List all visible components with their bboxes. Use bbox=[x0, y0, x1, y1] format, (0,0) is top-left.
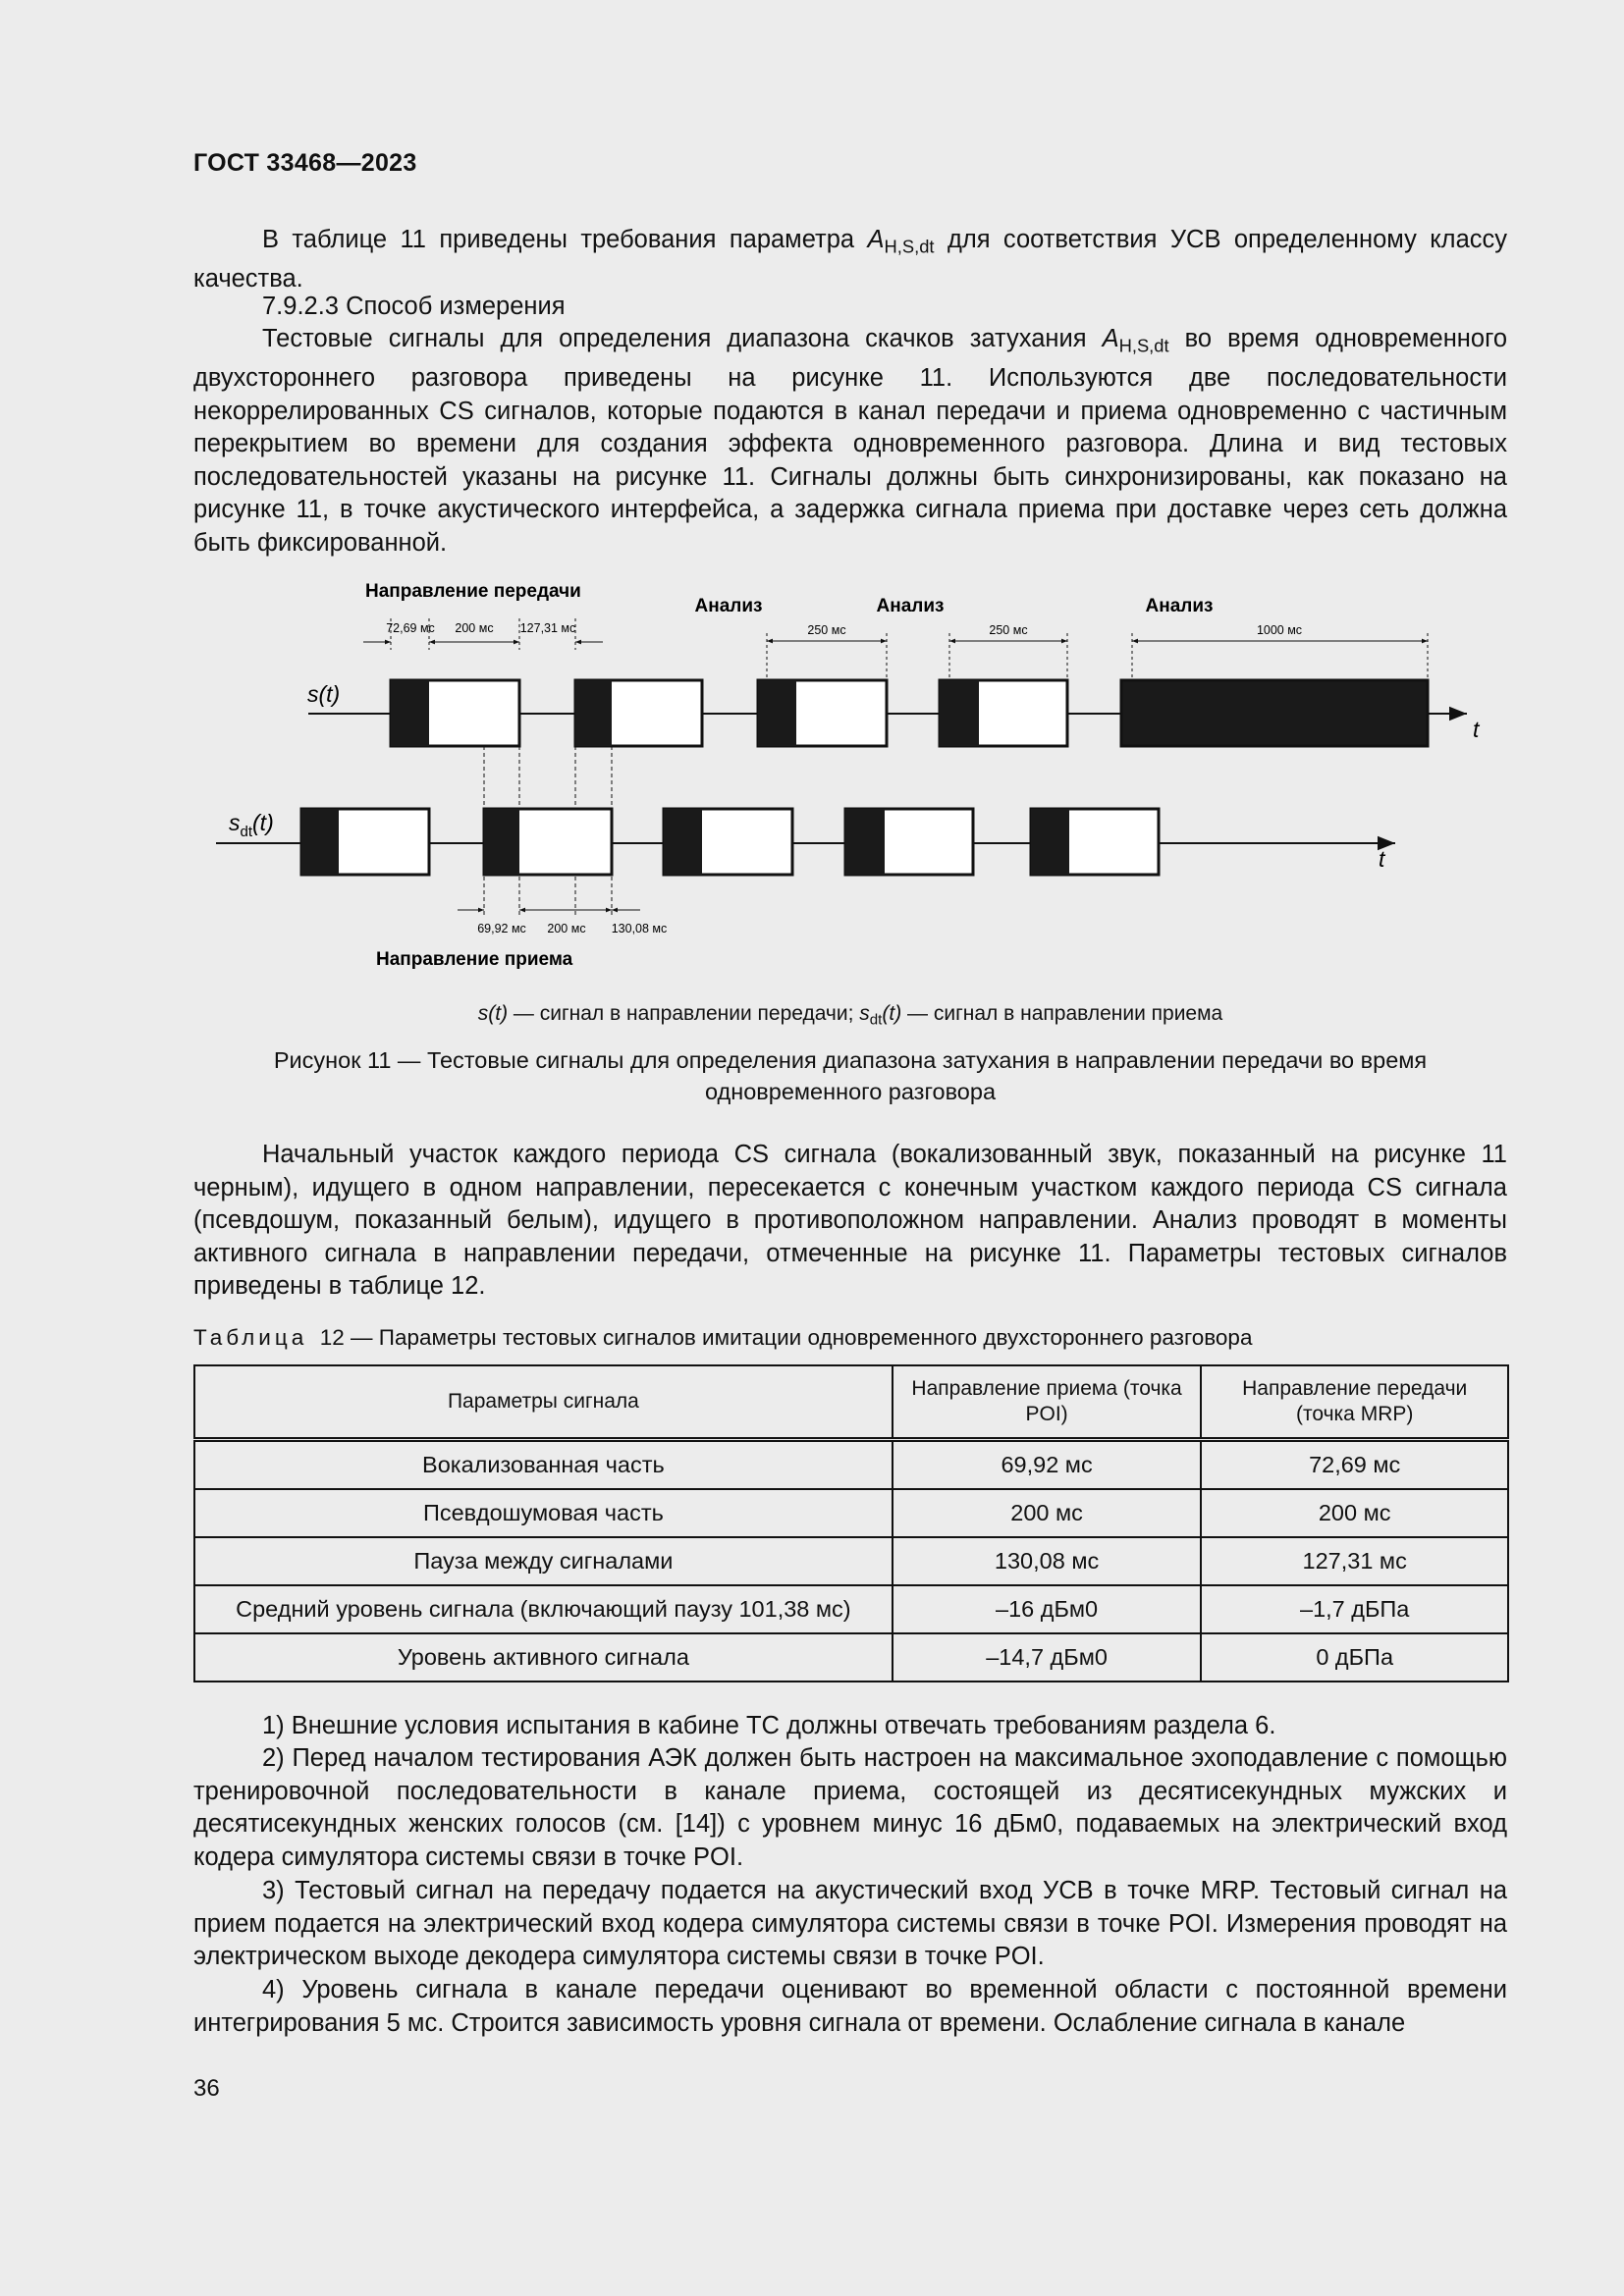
figure-11-diagram bbox=[193, 574, 1480, 987]
figure-caption: Рисунок 11 — Тестовые сигналы для определения диапазона затухания в направлении передачи во время одновременного разговора bbox=[273, 1047, 1428, 1104]
table-header-cell: Параметры сигнала bbox=[194, 1365, 893, 1440]
legend-sdt-arg: (t) bbox=[882, 1002, 902, 1025]
table-cell: Пауза между сигналами bbox=[194, 1537, 893, 1585]
table-cell: Средний уровень сигнала (включающий паузу 101,38 мс) bbox=[194, 1585, 893, 1633]
rx-time-label: t bbox=[1379, 846, 1385, 872]
analysis-dim-1: 250 мс bbox=[807, 623, 846, 637]
analysis-label-1: Анализ bbox=[694, 596, 763, 616]
rx-direction-label: Направление приема bbox=[376, 949, 573, 970]
document-header: ГОСТ 33468—2023 bbox=[193, 149, 417, 177]
table-header-row bbox=[194, 1365, 1508, 1440]
tx-dim-2: 200 мс bbox=[455, 621, 494, 635]
table-cell: Псевдошумовая часть bbox=[194, 1489, 893, 1537]
step-4-text: 4) Уровень сигнала в канале передачи оценивают во временной области с постоянной времени интегрирования 5 мс. Строится зависимость уровня сигнала от времени. Ослабление сигнала в канале bbox=[193, 1976, 1507, 2037]
step-2-text: 2) Перед началом тестирования АЭК должен быть настроен на максимальное эхоподавление с помощью тренировочной последовательности в канале приема, состоящей из десятисекундных мужских и десятисекундных женских голосов (см. [14]) с уровнем минус 16 дБм0, подаваемых на электрический вход кодера симулятора системы связи в точке POI. bbox=[193, 1744, 1507, 1871]
intro-p1-subscript: H,S,dt bbox=[884, 236, 935, 257]
table-cell: 72,69 мс bbox=[1201, 1440, 1508, 1490]
page-number: 36 bbox=[193, 2075, 220, 2102]
tx-signal-label: s(t) bbox=[307, 681, 341, 707]
figure-legend bbox=[193, 1002, 1507, 1029]
table-cell: –1,7 дБПа bbox=[1201, 1585, 1508, 1633]
table-cell: 0 дБПа bbox=[1201, 1633, 1508, 1682]
rx-signal-blocks bbox=[301, 809, 1159, 875]
legend-s-symbol: s bbox=[477, 1002, 489, 1025]
intro-p2-after: во время одновременного двухстороннего разговора приведены на рисунке 11. Используются две последовательности некоррелированных CS сигналов, которые подаются в канал передачи и приема одновременно с частичным перекрытием во времени для создания эффекта одновременного разговора. Длина и вид тестовых последовательностей указаны на рисунке 11. Сигналы должны быть синхронизированы, как показано на рисунке 11, в точке акустического интерфейса, а задержка сигнала приема при доставке через сеть должна быть фиксированной. bbox=[193, 325, 1507, 557]
intro-paragraph-2 bbox=[193, 323, 1507, 560]
table-row bbox=[194, 1585, 1508, 1633]
table-header-cell: Направление приема (точка POI) bbox=[893, 1365, 1202, 1440]
step-1-text: 1) Внешние условия испытания в кабине ТС должны отвечать требованиям раздела 6. bbox=[262, 1712, 1276, 1739]
table-row bbox=[194, 1440, 1508, 1490]
analysis-label-3: Анализ bbox=[1145, 596, 1214, 616]
rx-signal-label: $s_{dt}(t)$ bbox=[229, 810, 274, 840]
tx-direction-label: Направление передачи bbox=[365, 581, 581, 602]
intro-paragraph-1 bbox=[193, 224, 1507, 296]
legend-sdt-sub: dt bbox=[869, 1011, 883, 1029]
step-1 bbox=[193, 1710, 1507, 1743]
step-4 bbox=[193, 1974, 1507, 2040]
analysis-dim-3: 1000 мс bbox=[1256, 623, 1303, 637]
table-title bbox=[193, 1325, 1252, 1351]
table-cell: –14,7 дБм0 bbox=[893, 1633, 1202, 1682]
tx-dim-3: 127,31 мс bbox=[519, 621, 576, 635]
table-cell: 130,08 мс bbox=[893, 1537, 1202, 1585]
legend-sdt-symbol: s bbox=[859, 1002, 870, 1025]
legend-s-desc: — сигнал в направлении передачи; bbox=[508, 1002, 860, 1025]
rx-dim-3: 130,08 мс bbox=[611, 922, 668, 935]
table-cell: 127,31 мс bbox=[1201, 1537, 1508, 1585]
table-row bbox=[194, 1537, 1508, 1585]
legend-s-arg: (t) bbox=[488, 1002, 509, 1025]
signal-parameters-table bbox=[193, 1364, 1509, 1682]
table-title-word: Таблица bbox=[193, 1325, 308, 1350]
intro-p2-subscript: H,S,dt bbox=[1118, 335, 1169, 356]
tx-dim-1: 72,69 мс bbox=[386, 621, 435, 635]
intro-p1-before: В таблице 11 приведены требования параметра bbox=[262, 226, 868, 253]
analysis-label-2: Анализ bbox=[876, 596, 945, 616]
table-cell: –16 дБм0 bbox=[893, 1585, 1202, 1633]
table-cell: 200 мс bbox=[893, 1489, 1202, 1537]
rx-dim-2: 200 мс bbox=[547, 922, 586, 935]
intro-p1-after: для соответствия УСВ определенному классу качества. bbox=[193, 226, 1507, 293]
intro-p2-symbol: A bbox=[1102, 325, 1119, 352]
section-heading bbox=[193, 291, 1507, 324]
table-header-cell: Направление передачи (точка MRP) bbox=[1201, 1365, 1508, 1440]
rx-dim-1: 69,92 мс bbox=[477, 922, 526, 935]
body-paragraph-3 bbox=[193, 1139, 1507, 1304]
step-3-text: 3) Тестовый сигнал на передачу подается на акустический вход УСВ в точке MRP. Тестовый сигнал на прием подается на электрический вход кодера симулятора системы связи в точке POI. Измерения проводят на электрическом выходе декодера симулятора системы связи в точке POI. bbox=[193, 1877, 1507, 1970]
table-row bbox=[194, 1489, 1508, 1537]
table-cell: Вокализованная часть bbox=[194, 1440, 893, 1490]
section-heading-text: 7.9.2.3 Способ измерения bbox=[262, 293, 566, 320]
analysis-dim-2: 250 мс bbox=[989, 623, 1028, 637]
intro-p1-symbol: A bbox=[867, 226, 885, 253]
tx-time-label: t bbox=[1473, 717, 1480, 742]
step-2 bbox=[193, 1742, 1507, 1874]
table-cell: 69,92 мс bbox=[893, 1440, 1202, 1490]
legend-sdt-desc: — сигнал в направлении приема bbox=[901, 1002, 1223, 1025]
table-title-rest: 12 — Параметры тестовых сигналов имитации одновременного двухстороннего разговора bbox=[319, 1325, 1253, 1350]
table-cell: 200 мс bbox=[1201, 1489, 1508, 1537]
table-row bbox=[194, 1633, 1508, 1682]
body-p3-text: Начальный участок каждого периода CS сигнала (вокализованный звук, показанный на рисунке 11 черным), идущего в одном направлении, пересекается с конечным участком каждого периода CS сигнала (псевдошум, показанный белым), идущего в противоположном направлении. Анализ проводят в моменты активного сигнала в направлении передачи, отмеченные на рисунке 11. Параметры тестовых сигналов приведены в таблице 12. bbox=[193, 1141, 1507, 1300]
table-cell: Уровень активного сигнала bbox=[194, 1633, 893, 1682]
step-3 bbox=[193, 1875, 1507, 1974]
intro-p2-before: Тестовые сигналы для определения диапазона скачков затухания bbox=[262, 325, 1103, 352]
